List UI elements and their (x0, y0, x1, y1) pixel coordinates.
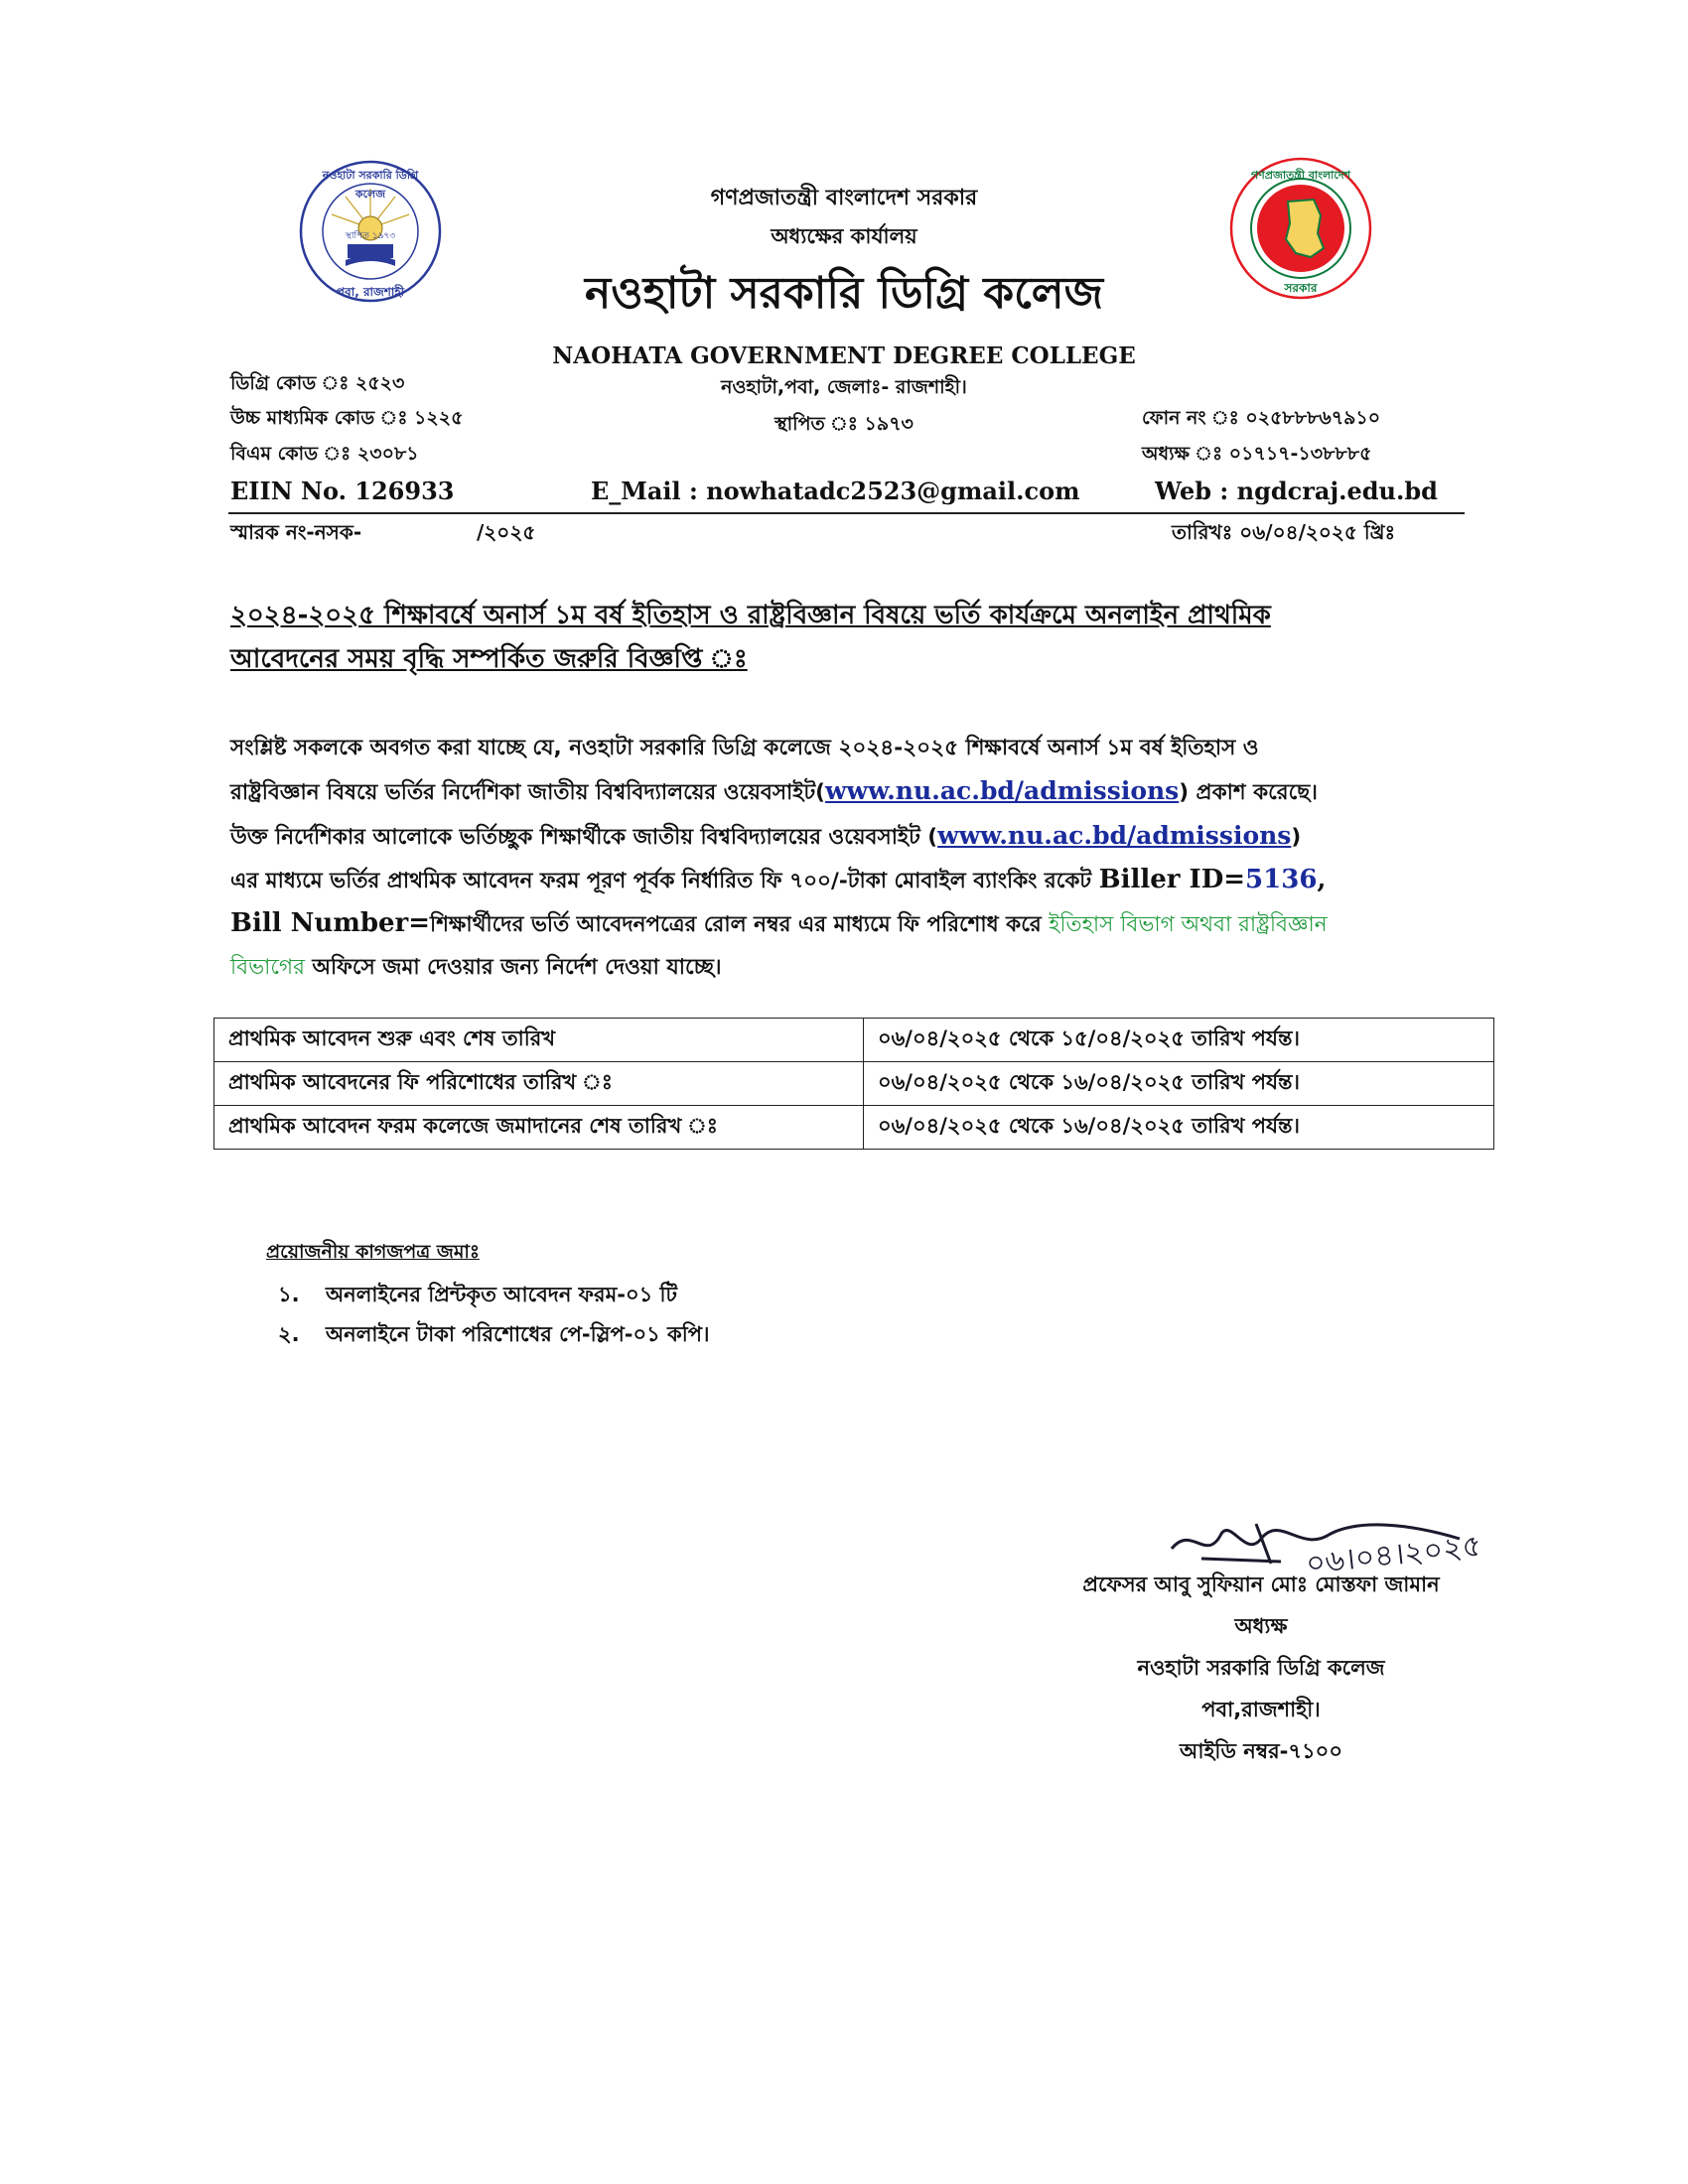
list-item-number: ২. (278, 1322, 300, 1346)
body-line3-end: ) (1291, 825, 1302, 850)
schedule-item: প্রাথমিক আবেদন ফরম কলেজে জমাদানের শেষ তারিখ ঃ (214, 1106, 864, 1150)
schedule-item: প্রাথমিক আবেদনের ফি পরিশোধের তারিখ ঃ (214, 1062, 864, 1106)
body-line5: শিক্ষার্থীদের ভর্তি আবেদনপত্রের রোল নম্বর এর মাধ্যমে ফি পরিশোধ করে (430, 912, 1050, 937)
notice-title (230, 594, 1481, 681)
table-row (214, 1062, 1494, 1106)
hsc-code: উচ্চ মাধ্যমিক কোড ঃ ১২২৫ (230, 407, 464, 429)
government-seal-bottom-text: সরকার (1284, 281, 1318, 295)
email-address: E_Mail : nowhatadc2523@gmail.com (591, 477, 1080, 505)
biller-id-value: 5136 (1245, 865, 1318, 894)
schedule-date: ০৬/০৪/২০২৫ থেকে ১৫/০৪/২০২৫ তারিখ পর্যন্ত। (864, 1019, 1494, 1062)
biller-id-comma: , (1317, 865, 1327, 894)
college-seal-bottom-text: পবা, রাজশাহী (336, 285, 405, 299)
body-line4: এর মাধ্যমে ভর্তির প্রাথমিক আবেদন ফরম পূরণ পূর্বক নির্ধারিত ফি ৭০০/-টাকা মোবাইল ব্যাংকিং রকেট (230, 869, 1099, 893)
signatory-college: নওহাটা সরকারি ডিগ্রি কলেজ (1137, 1656, 1385, 1680)
signatory-id: আইডি নম্বর-৭১০০ (1180, 1739, 1342, 1763)
degree-code: ডিগ্রি কোড ঃ ২৫২৩ (230, 372, 405, 394)
list-item-text: অনলাইনের প্রিন্টকৃত আবেদন ফরম-০১ টি (326, 1283, 677, 1306)
department-suffix: বিভাগের (230, 955, 305, 980)
list-item-number: ১. (278, 1283, 300, 1306)
biller-id-label: Biller ID= (1098, 865, 1246, 894)
table-row (214, 1106, 1494, 1150)
college-seal-estd: স্থাপিত ১৯৭৩ (345, 231, 396, 241)
government-seal-top-text: গণপ্রজাতন্ত্রী বাংলাদেশ (1250, 169, 1351, 182)
body-line2-end: ) প্রকাশ করেছে। (1179, 780, 1318, 805)
admission-link-2[interactable]: www.nu.ac.bd/admissions (937, 821, 1292, 850)
bill-number-label: Bill Number= (230, 908, 431, 938)
eiin-number: EIIN No. 126933 (230, 477, 455, 505)
list-item (278, 1318, 710, 1353)
list-item-text: অনলাইনে টাকা পরিশোধের পে-স্লিপ-০১ কপি। (326, 1322, 710, 1346)
memo-number: স্মারক নং-নসক- (230, 520, 362, 544)
bm-code: বিএম কোড ঃ ২৩০৮১ (230, 443, 419, 465)
body-line3: উক্ত নির্দেশিকার আলোকে ভর্তিচ্ছুক শিক্ষার্থীকে জাতীয় বিশ্ববিদ্যালয়ের ওয়েবসাইট ( (230, 825, 938, 850)
schedule-item: প্রাথমিক আবেদন শুরু এবং শেষ তারিখ (214, 1019, 864, 1062)
notice-body (230, 727, 1486, 989)
signatory-name: প্রফেসর আবু সুফিয়ান মোঃ মোস্তফা জামান (1082, 1572, 1440, 1596)
office-name: অধ্যক্ষের কার্যালয় (771, 224, 917, 248)
government-name: গণপ্রজাতন্ত্রী বাংলাদেশ সরকার (710, 186, 978, 210)
principal-phone: অধ্যক্ষ ঃ ০১৭১৭-১৩৮৮৮৫ (1142, 443, 1372, 465)
signature-date: ০৬।০৪।২০২৫ (1304, 1528, 1483, 1582)
list-item (278, 1279, 677, 1313)
college-address: নওহাটা,পবা, জেলাঃ- রাজশাহী। (721, 376, 967, 398)
signatory-location: পবা,রাজশাহী। (1201, 1698, 1321, 1721)
admission-link-1[interactable]: www.nu.ac.bd/admissions (825, 776, 1180, 805)
notice-date: তারিখঃ ০৬/০৪/২০২৫ খ্রিঃ (1172, 520, 1396, 544)
schedule-date: ০৬/০৪/২০২৫ থেকে ১৬/০৪/২০২৫ তারিখ পর্যন্ত। (864, 1062, 1494, 1106)
body-line2: রাষ্ট্রবিজ্ঞান বিষয়ে ভর্তির নির্দেশিকা জাতীয় বিশ্ববিদ্যালয়ের ওয়েবসাইট( (230, 780, 826, 805)
college-seal-top-text: নওহাটা সরকারি ডিগ্রি কলেজ (322, 169, 419, 201)
memo-year: /২০২৫ (477, 520, 536, 544)
schedule-date: ০৬/০৪/২০২৫ থেকে ১৬/০৪/২০২৫ তারিখ পর্যন্ত। (864, 1106, 1494, 1150)
notice-title-line2: আবেদনের সময় বৃদ্ধি সম্পর্কিত জরুরি বিজ্ঞপ্তি ঃ (230, 644, 748, 674)
college-name-english: NAOHATA GOVERNMENT DEGREE COLLEGE (552, 342, 1136, 369)
table-row (214, 1019, 1494, 1062)
notice-title-line1: ২০২৪-২০২৫ শিক্ষাবর্ষে অনার্স ১ম বর্ষ ইতিহাস ও রাষ্ট্রবিজ্ঞান বিষয়ে ভর্তি কার্যক্রমে অনলাইন প্রাথমিক (230, 601, 1271, 630)
established-year: স্থাপিত ঃ ১৯৭৩ (774, 413, 914, 435)
college-name-bangla: নওহাটা সরকারি ডিগ্রি কলেজ (585, 268, 1103, 319)
body-line1: সংশ্লিষ্ট সকলকে অবগত করা যাচ্ছে যে, নওহাটা সরকারি ডিগ্রি কলেজে ২০২৪-২০২৫ শিক্ষাবর্ষে অনার্স ১ম বর্ষ ইতিহাস ও (230, 736, 1259, 760)
requirements-title: প্রয়োজনীয় কাগজপত্র জমাঃ (266, 1241, 481, 1263)
phone-number: ফোন নং ঃ ০২৫৮৮৮৬৭৯১০ (1142, 407, 1381, 429)
website: Web : ngdcraj.edu.bd (1155, 477, 1438, 505)
signature-block (1003, 1564, 1519, 1772)
header-divider (228, 512, 1465, 514)
signatory-designation: অধ্যক্ষ (1234, 1614, 1288, 1638)
body-line6: অফিসে জমা দেওয়ার জন্য নির্দেশ দেওয়া যাচ্ছে। (304, 955, 722, 980)
department-names: ইতিহাস বিভাগ অথবা রাষ্ট্রবিজ্ঞান (1049, 912, 1328, 937)
schedule-table (213, 1018, 1494, 1150)
